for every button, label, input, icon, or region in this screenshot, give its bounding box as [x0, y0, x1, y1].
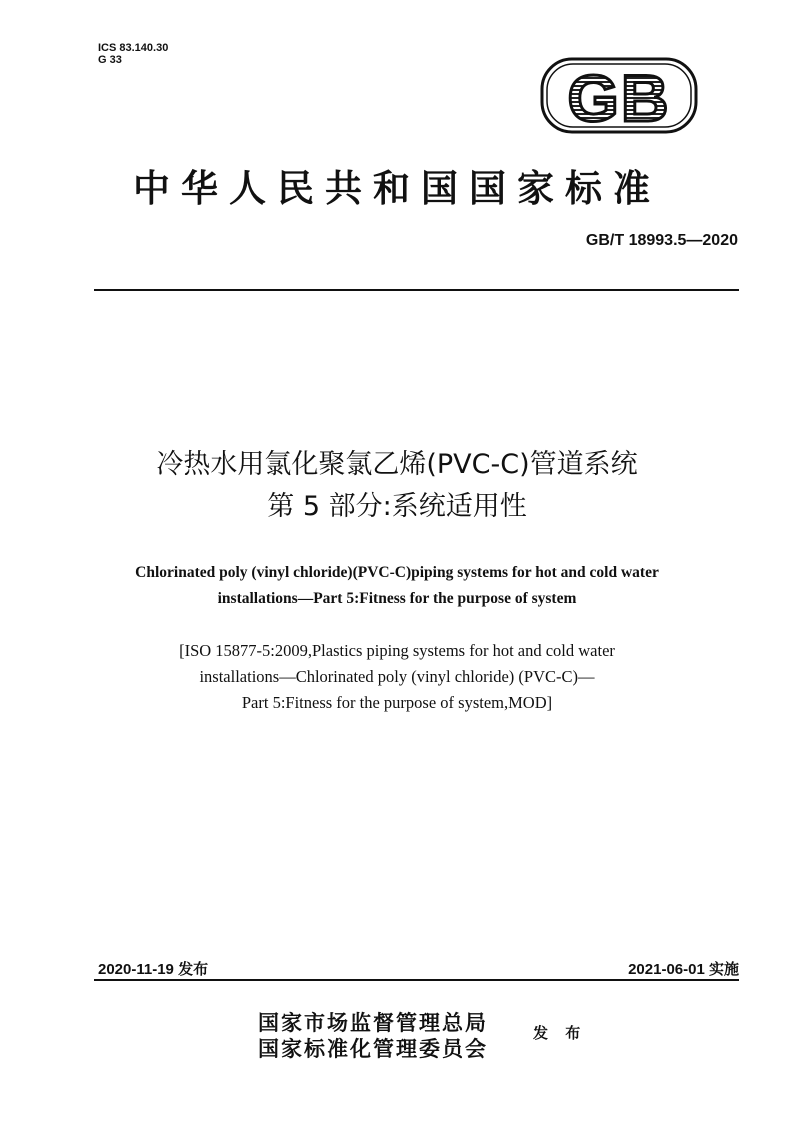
issuer-sac: 国家标准化管理委员会	[258, 1036, 488, 1061]
national-standard-title: 中华人民共和国国家标准	[133, 166, 661, 210]
iso-reference-line-1: [ISO 15877-5:2009,Plastics piping systems for hot and cold water	[179, 641, 615, 660]
ics-code: ICS 83.140.30	[98, 42, 169, 54]
issuer-samr: 国家市场监督管理总局	[258, 1010, 488, 1035]
publish-label: 发 布	[533, 1024, 587, 1042]
ccs-code: G 33	[98, 54, 122, 66]
gb-logo	[540, 57, 698, 134]
top-divider	[94, 289, 739, 291]
chinese-title	[0, 444, 794, 528]
svg-text:GB: GB	[567, 61, 671, 134]
issue-date: 2020-11-19 发布	[98, 961, 209, 978]
english-title-line-2: installations—Part 5:Fitness for the purpose of system	[217, 590, 577, 607]
iso-reference-line-3: Part 5:Fitness for the purpose of system,MOD]	[241, 693, 553, 712]
implementation-date: 2021-06-01 实施	[628, 961, 739, 978]
classification-codes	[98, 42, 168, 66]
bottom-divider	[94, 979, 739, 981]
standard-number: GB/T 18993.5—2020	[585, 232, 738, 249]
chinese-title-line-1: 冷热水用氯化聚氯乙烯(PVC-C)管道系统	[156, 449, 638, 480]
issuing-authorities	[258, 1010, 488, 1062]
english-title	[0, 560, 794, 612]
iso-reference-line-2: installations—Chlorinated poly (vinyl chloride) (PVC-C)—	[199, 667, 595, 686]
english-title-line-1: Chlorinated poly (vinyl chloride)(PVC-C)piping systems for hot and cold water	[135, 564, 659, 581]
chinese-title-line-2: 第 5 部分:系统适用性	[267, 491, 527, 522]
iso-reference	[0, 638, 794, 716]
